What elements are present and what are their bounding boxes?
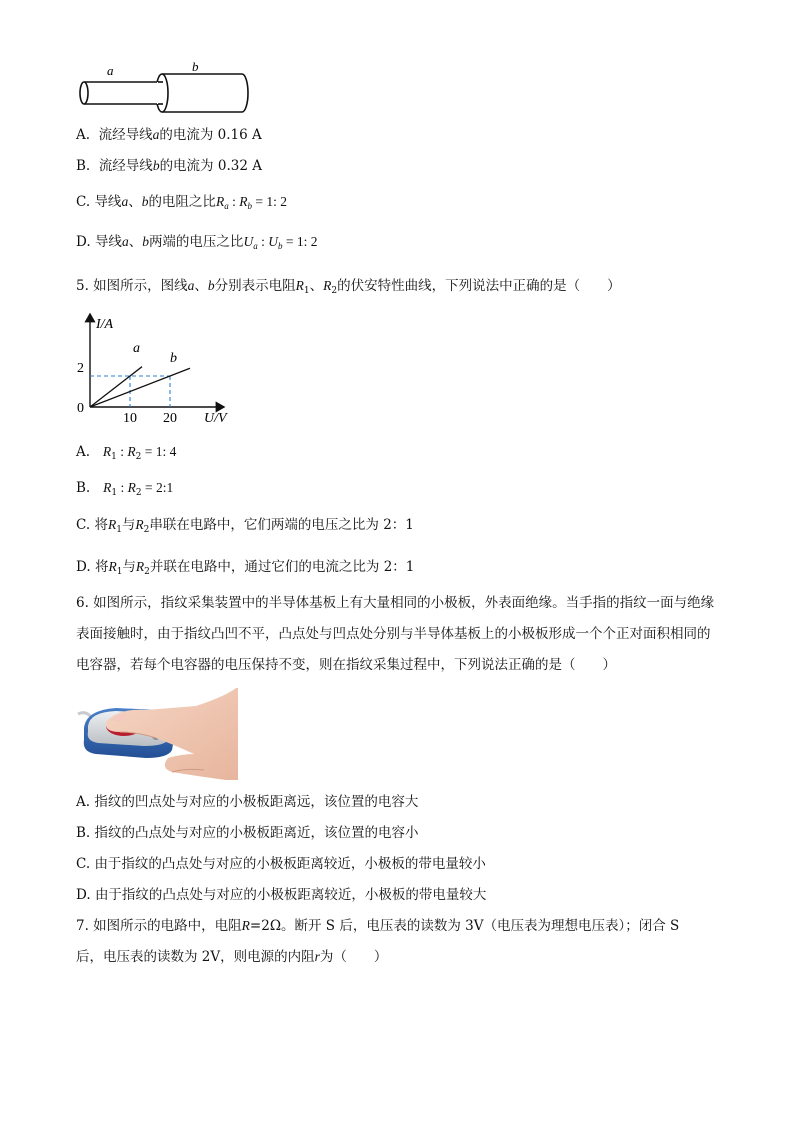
- series-b-line: [90, 368, 190, 407]
- x-axis-label: U/V: [204, 411, 227, 426]
- origin-label: 0: [77, 401, 84, 416]
- q7-stem-line-2: 后，电压表的读数为 2V，则电源的内阻r为（ ）: [76, 949, 388, 965]
- x-tick-label-2: 20: [163, 411, 177, 426]
- x-tick-label-1: 10: [123, 411, 137, 426]
- fingerprint-scanner-image: [76, 688, 238, 780]
- q6-option-a[interactable]: A. 指纹的凹点处与对应的小极板距离远，该位置的电容大: [76, 794, 419, 810]
- q4-option-b[interactable]: B. 流经导线b的电流为 0.32 A: [76, 158, 262, 174]
- q4-option-a[interactable]: A. 流经导线a的电流为 0.16 A: [76, 127, 262, 143]
- q5-stem: 5. 如图所示，图线a、b分别表示电阻$R_1$、$R_2$的伏安特性曲线，下列说法中正确的是（ ）: [76, 278, 621, 296]
- y-axis-label: I/A: [96, 317, 114, 332]
- series-b-label: b: [170, 351, 177, 366]
- wire-b-label: b: [192, 59, 199, 74]
- wire-a-end: [80, 82, 88, 104]
- wire-a: [84, 82, 158, 104]
- q6-stem: 6. 如图所示，指纹采集装置中的半导体基板上有大量相同的小极板，外表面绝缘。当手指的指纹一面与绝缘表面接触时，由于指纹凸凹不平，凸点处与凹点处分别与半导体基板上的小极板形成一个个正对面积相同的电容器，若每个电容器的电压保持不变，则在指纹采集过程中，下列说法正确的是（ ）: [76, 595, 715, 673]
- q7-stem-line-1: 7. 如图所示的电路中，电阻R=2Ω。断开 S 后，电压表的读数为 3V（电压表为理想电压表）；闭合 S: [76, 918, 680, 934]
- iv-graph: [74, 308, 244, 426]
- series-a-label: a: [133, 341, 140, 356]
- wire-b: [162, 74, 248, 112]
- q6-option-d[interactable]: D. 由于指纹的凸点处与对应的小极板距离较近，小极板的带电量较大: [76, 887, 487, 903]
- y-tick-label: 2: [77, 361, 84, 376]
- q5-option-c[interactable]: C. 将$R_1$与$R_2$串联在电路中，它们两端的电压之比为 2：1: [76, 517, 414, 535]
- wire-figure: [74, 58, 256, 114]
- series-a-line: [90, 367, 142, 407]
- q6-option-b[interactable]: B. 指纹的凸点处与对应的小极板距离近，该位置的电容小: [76, 825, 419, 841]
- q6-option-c[interactable]: C. 由于指纹的凸点处与对应的小极板距离较近，小极板的带电量较小: [76, 856, 486, 872]
- q4-option-c[interactable]: C. 导线a、b的电阻之比$R_a$ : $R_b = 1$: 2: [76, 194, 287, 211]
- q5-option-d[interactable]: D. 将$R_1$与$R_2$并联在电路中，通过它们的电流之比为 2：1: [76, 559, 415, 577]
- q5-option-a[interactable]: A. $R_1$ : $R_2 = 1$: 4: [76, 444, 177, 462]
- q4-option-d[interactable]: D. 导线a、b两端的电压之比$U_a$ : $U_b = 1$: 2: [76, 234, 318, 251]
- q5-option-b[interactable]: B. $R_1$ : $R_2$ = 2:1: [76, 480, 174, 498]
- wire-a-label: a: [107, 63, 114, 78]
